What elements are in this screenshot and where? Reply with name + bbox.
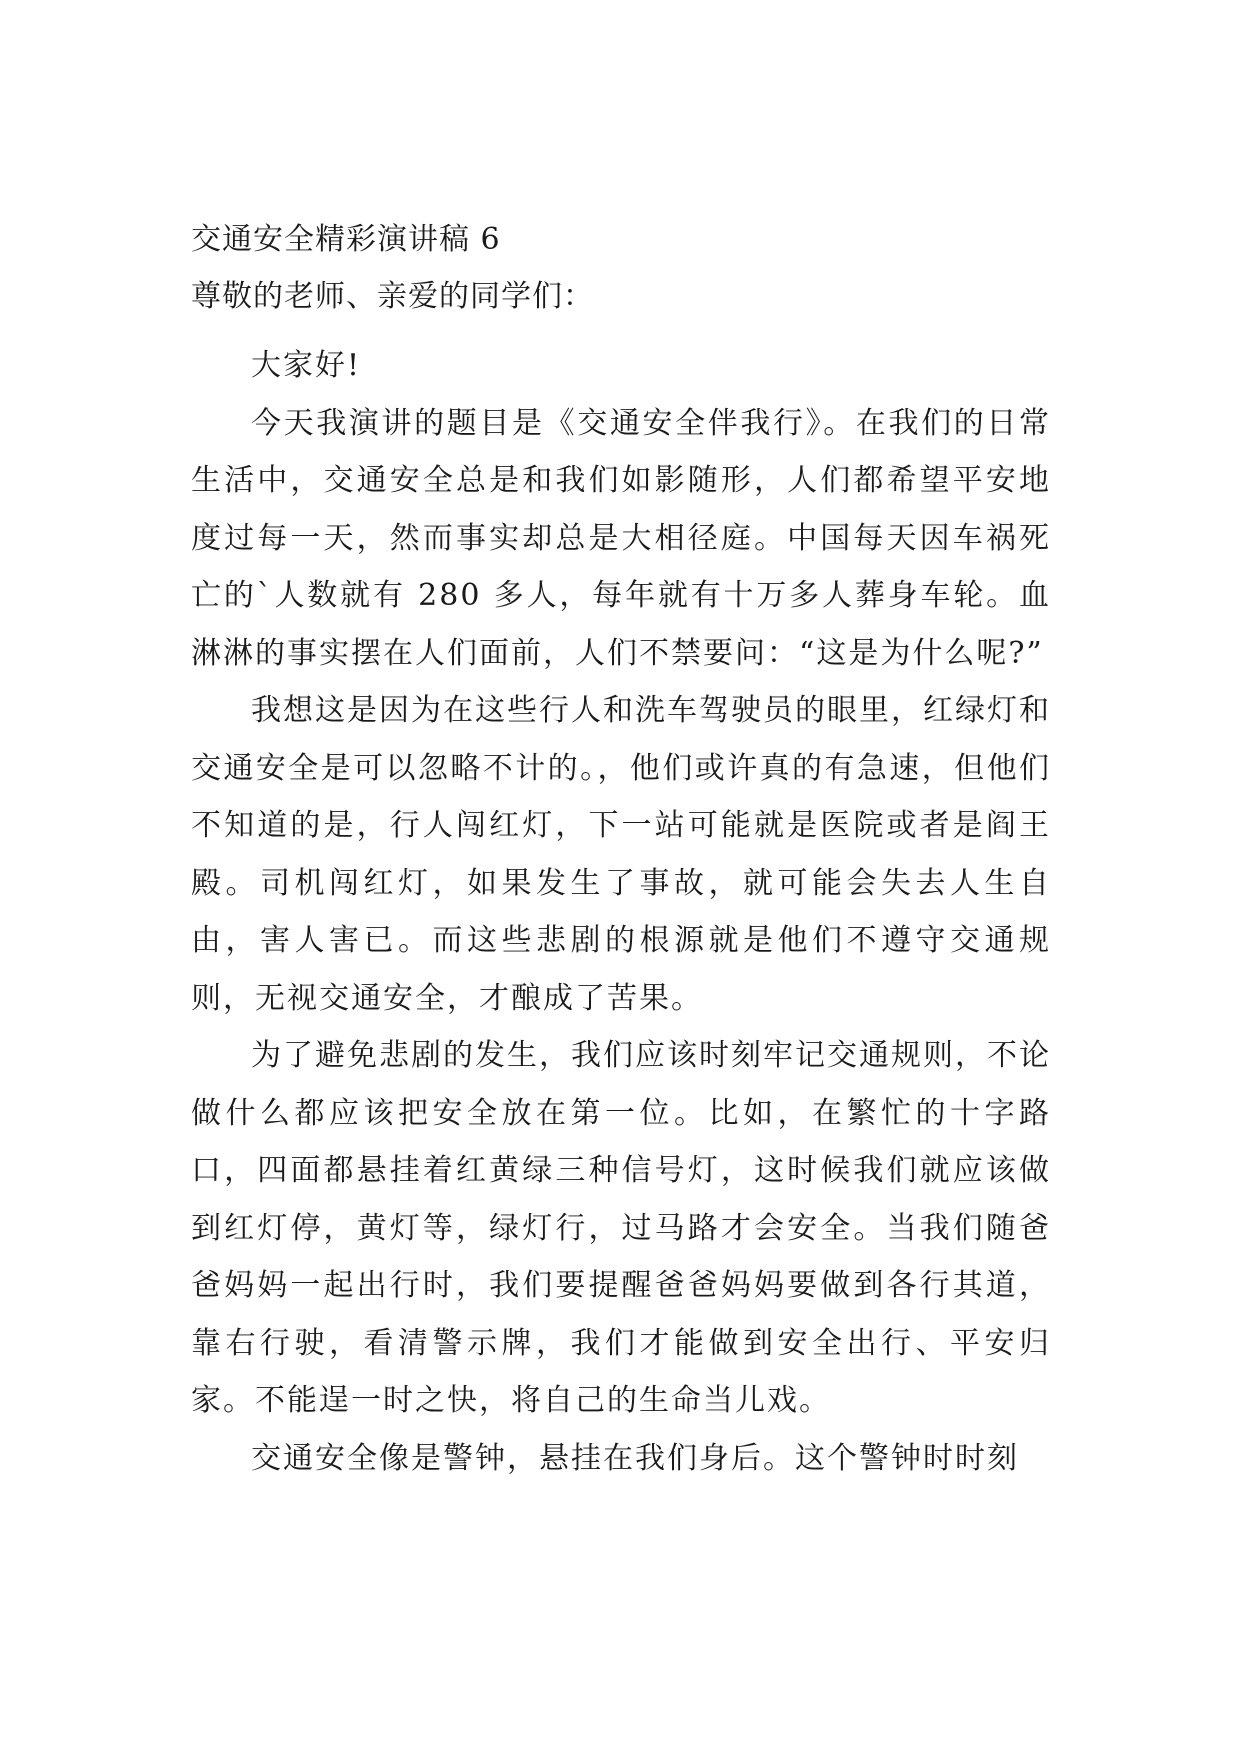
salutation: 尊敬的老师、亲爱的同学们：	[191, 279, 594, 314]
paragraph-greeting: 大家好!	[251, 348, 362, 383]
paragraph-reason: 我想这是因为在这些行人和洗车驾驶员的眼里，红绿灯和交通安全是可以忽略不计的。，他们或许真的有急速，但他们不知道的是，行人闯红灯，下一站可能就是医院或者是阎王殿。司机闯红灯，如果发生了事故，就可能会失去人生自由，害人害已。而这些悲剧的根源就是他们不遵守交通规则，无视交通安全，才酿成了苦果。	[191, 693, 1051, 1016]
document-title: 交通安全精彩演讲稿 6	[191, 222, 501, 257]
document-body	[191, 337, 1051, 1487]
paragraph-topic: 今天我演讲的题目是《交通安全伴我行》。在我们的日常生活中，交通安全总是和我们如影随形，人们都希望平安地度过每一天，然而事实却总是大相径庭。中国每天因车祸死亡的`人数就有 280 多人，每年就有十万多人葬身车轮。血淋淋的事实摆在人们面前，人们不禁要问：“这是为什么呢?”	[191, 405, 1051, 671]
paragraph-rules: 为了避免悲剧的发生，我们应该时刻牢记交通规则，不论做什么都应该把安全放在第一位。比如，在繁忙的十字路口，四面都悬挂着红黄绿三种信号灯，这时候我们就应该做到红灯停，黄灯等，绿灯行，过马路才会安全。当我们随爸爸妈妈一起出行时，我们要提醒爸爸妈妈要做到各行其道，靠右行驶，看清警示牌，我们才能做到安全出行、平安归家。不能逞一时之快，将自己的生命当儿戏。	[191, 1038, 1051, 1418]
paragraph-warning: 交通安全像是警钟，悬挂在我们身后。这个警钟时时刻	[251, 1440, 1019, 1476]
